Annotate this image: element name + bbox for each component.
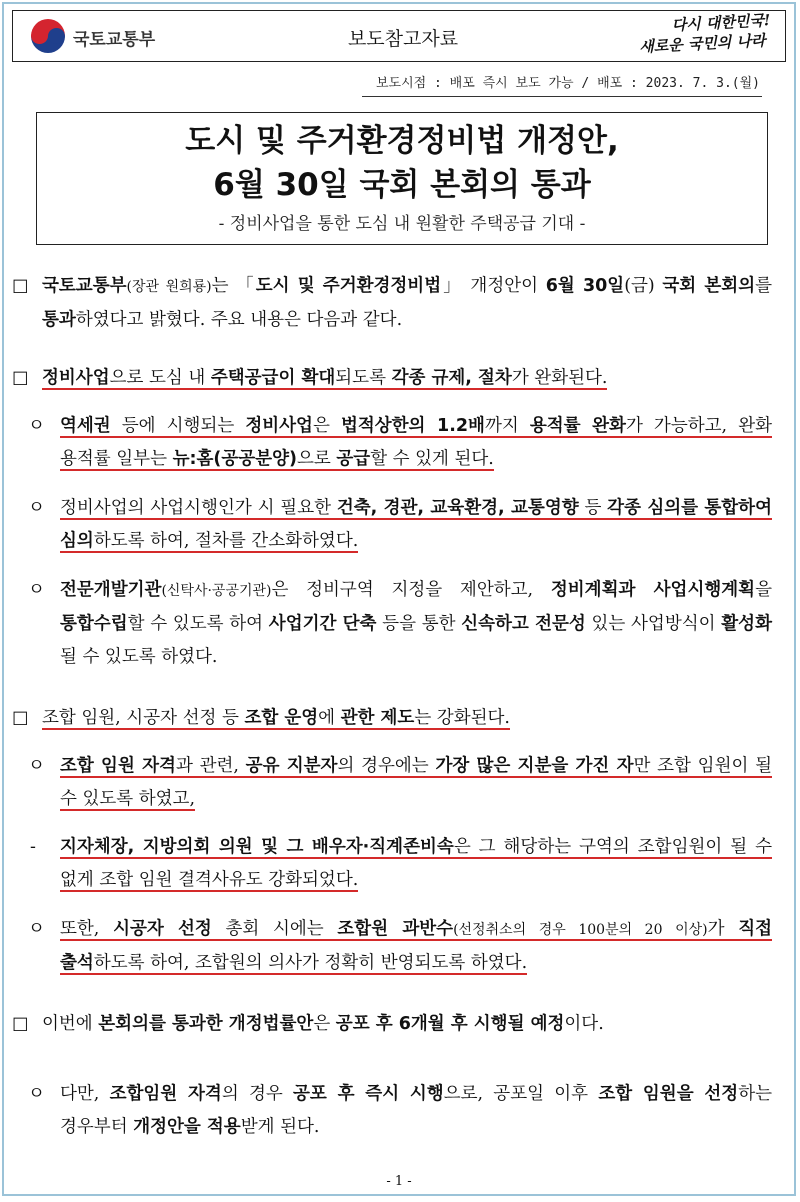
body-text: [12, 270, 772, 1144]
government-emblem-icon: [31, 19, 65, 53]
ministry-name: 국토교통부: [73, 30, 156, 50]
paragraph-effective-date: □ 이번에 본회의를 통과한 개정법률안은 공포 후 6개월 후 시행될 예정이다.: [12, 1008, 772, 1041]
header-box: [12, 10, 786, 62]
circle-bullet: ㅇ: [28, 919, 45, 939]
page-number: - 1 -: [386, 1174, 412, 1189]
paragraph-disqualification: - 지자체장, 지방의회 의원 및 그 배우자·직계존비속은 그 해당하는 구역의 조합임원이 될 수 없게 조합 임원 결격사유도 강화되었다.: [12, 831, 772, 897]
square-bullet: □: [12, 1014, 29, 1034]
paragraph-contractor-selection: ㅇ 또한, 시공자 선정 총회 시에는 조합원 과반수(선정취소의 경우 100분의 20 이상)가 직접 출석하도록 하여, 조합원의 의사가 정확히 반영되도록 하였다.: [12, 913, 772, 980]
circle-bullet: ㅇ: [28, 756, 45, 776]
paragraph-immediate-effect: ㅇ 다만, 조합임원 자격의 경우 공포 후 즉시 시행으로, 공포일 이후 조합 임원을 선정하는 경우부터 개정안을 적용받게 된다.: [12, 1078, 772, 1144]
circle-bullet: ㅇ: [28, 416, 45, 436]
square-bullet: □: [12, 708, 29, 728]
document-type: 보도참고자료: [347, 28, 459, 50]
paragraph-expert-agency: ㅇ 전문개발기관(신탁사·공공기관)은 정비구역 지정을 제안하고, 정비계획과 사업시행계획을 통합수립할 수 있도록 하여 사업기간 단축 등을 통한 신속하고 전문성 있는 사업방식이 활성화 될 수 있도록 하였다.: [12, 574, 772, 674]
slogan-line-1: 다시 대한민국!: [671, 11, 771, 35]
paragraph-intro: □ 국토교통부(장관 원희룡)는 「도시 및 주거환경정비법」 개정안이 6월 30일(금) 국회 본회의를 통과하였다고 밝혔다. 주요 내용은 다음과 같다.: [12, 270, 772, 337]
press-release-page: [2, 2, 796, 1196]
paragraph-union-operation: □ 조합 임원, 시공자 선정 등 조합 운영에 관한 제도는 강화된다.: [12, 702, 772, 735]
paragraph-integrated-review: ㅇ 정비사업의 사업시행인가 시 필요한 건축, 경관, 교육환경, 교통영향 등 각종 심의를 통합하여 심의하도록 하여, 절차를 간소화하였다.: [12, 492, 772, 558]
slogan: [620, 10, 772, 58]
release-info: 보도시점 : 배포 즉시 보도 가능 / 배포 : 2023. 7. 3.(월): [375, 76, 760, 91]
subtitle: - 정비사업을 통한 도심 내 원활한 주택공급 기대 -: [218, 214, 586, 234]
slogan-line-2: 새로운 국민의 나라: [638, 31, 766, 56]
release-underline: [362, 96, 762, 97]
dash-bullet: -: [30, 837, 36, 857]
title-box: [36, 112, 768, 245]
paragraph-floor-area-ratio: ㅇ 역세권 등에 시행되는 정비사업은 법적상한의 1.2배까지 용적률 완화가 가능하고, 완화 용적률 일부는 뉴:홈(공공분양)으로 공급할 수 있게 된다.: [12, 410, 772, 476]
circle-bullet: ㅇ: [28, 498, 45, 518]
circle-bullet: ㅇ: [28, 1084, 45, 1104]
square-bullet: □: [12, 368, 29, 388]
square-bullet: □: [12, 276, 29, 296]
title-line-2: 6월 30일 국회 본회의 통과: [213, 167, 591, 203]
paragraph-officer-qualification: ㅇ 조합 임원 자격과 관련, 공유 지분자의 경우에는 가장 많은 지분을 가진 자만 조합 임원이 될 수 있도록 하였고,: [12, 750, 772, 816]
circle-bullet: ㅇ: [28, 580, 45, 600]
title-line-1: 도시 및 주거환경정비법 개정안,: [185, 123, 619, 159]
paragraph-deregulation: □ 정비사업으로 도심 내 주택공급이 확대되도록 각종 규제, 절차가 완화된다.: [12, 362, 772, 395]
